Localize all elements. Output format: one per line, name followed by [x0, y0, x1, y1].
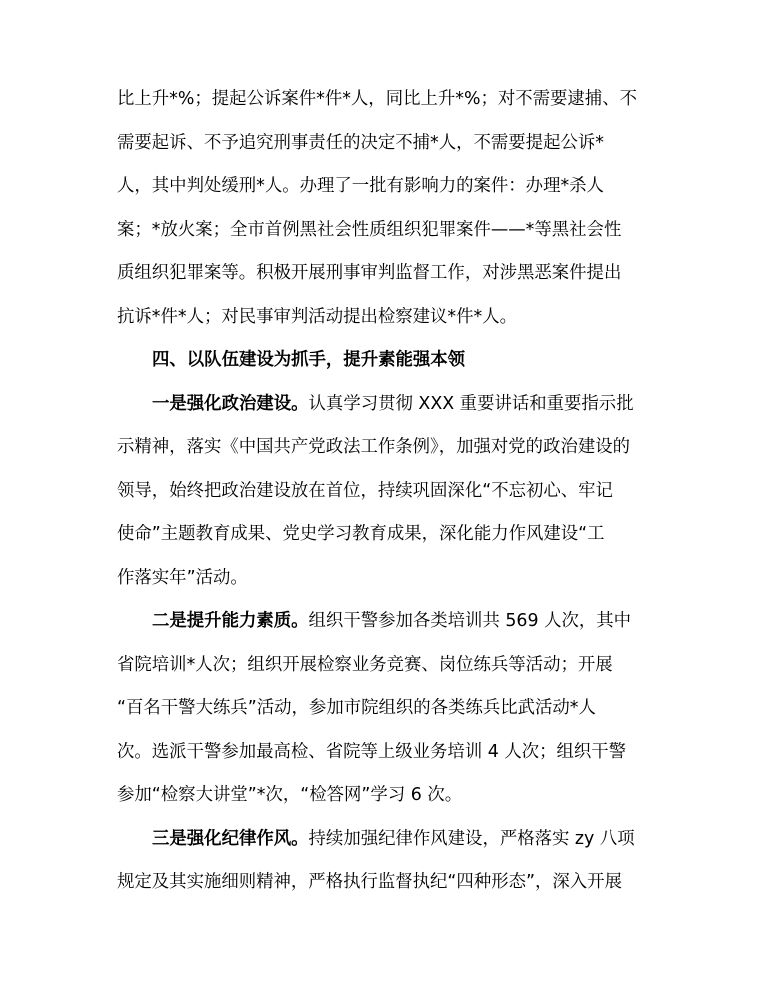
paragraph-text: 组织干警参加各类培训共 569 人次，其中 [308, 611, 632, 631]
paragraph-first-line [117, 818, 662, 862]
paragraph-text: 持续加强纪律作风建设，严格落实 zy 八项 [308, 828, 635, 849]
text-line: 人，其中判处缓刑*人。办理了一批有影响力的案件：办理*杀人 [117, 176, 604, 196]
text-line: 质组织犯罪案等。积极开展刑事审判监督工作，对涉黑恶案件提出 [117, 263, 622, 283]
section-heading: 四、以队伍建设为抓手，提升素能强本领 [152, 350, 466, 370]
paragraph-lead: 二是提升能力素质。 [152, 611, 309, 631]
text-line: 作落实年”活动。 [117, 567, 248, 588]
paragraph-first-line [117, 600, 662, 644]
text-line: 规定及其实施细则精神，严格执行监督执纪“四种形态”，深入开展 [117, 872, 622, 892]
text-line: 次。选派干警参加最高检、省院等上级业务培训 4 人次；组织干警 [117, 741, 627, 762]
text-line: 示精神，落实《中国共产党政法工作条例》，加强对党的政治建设的 [117, 437, 631, 457]
paragraph-lead: 一是强化政治建设。 [152, 393, 309, 414]
text-line: 参加“检察大讲堂”*次，“检答网”学习 6 次。 [117, 785, 463, 805]
paragraph-lead: 三是强化纪律作风。 [152, 828, 309, 849]
text-line: 案；*放火案；全市首例黑社会性质组织犯罪案件——*等黑社会性 [117, 219, 622, 240]
paragraph-text: 认真学习贯彻 XXX 重要讲话和重要指示批 [308, 393, 634, 414]
paragraph-first-line [117, 383, 662, 427]
text-line: 比上升*%；提起公诉案件*件*人，同比上升*%；对不需要逮捕、不 [117, 89, 637, 109]
text-line: 使命”主题教育成果、党史学习教育成果，深化能力作风建设“工 [117, 524, 605, 544]
text-line: “百名干警大练兵”活动，参加市院组织的各类练兵比武活动*人 [117, 698, 596, 718]
text-line: 抗诉*件*人；对民事审判活动提出检察建议*件*人。 [117, 306, 517, 327]
document-body [117, 78, 662, 905]
text-line: 需要起诉、不予追究刑事责任的决定不捕*人，不需要提起公诉* [117, 132, 604, 153]
text-line: 省院培训*人次；组织开展检察业务竞赛、岗位练兵等活动；开展 [117, 654, 613, 675]
text-line: 领导，始终把政治建设放在首位，持续巩固深化“不忘初心、牢记 [117, 480, 613, 501]
